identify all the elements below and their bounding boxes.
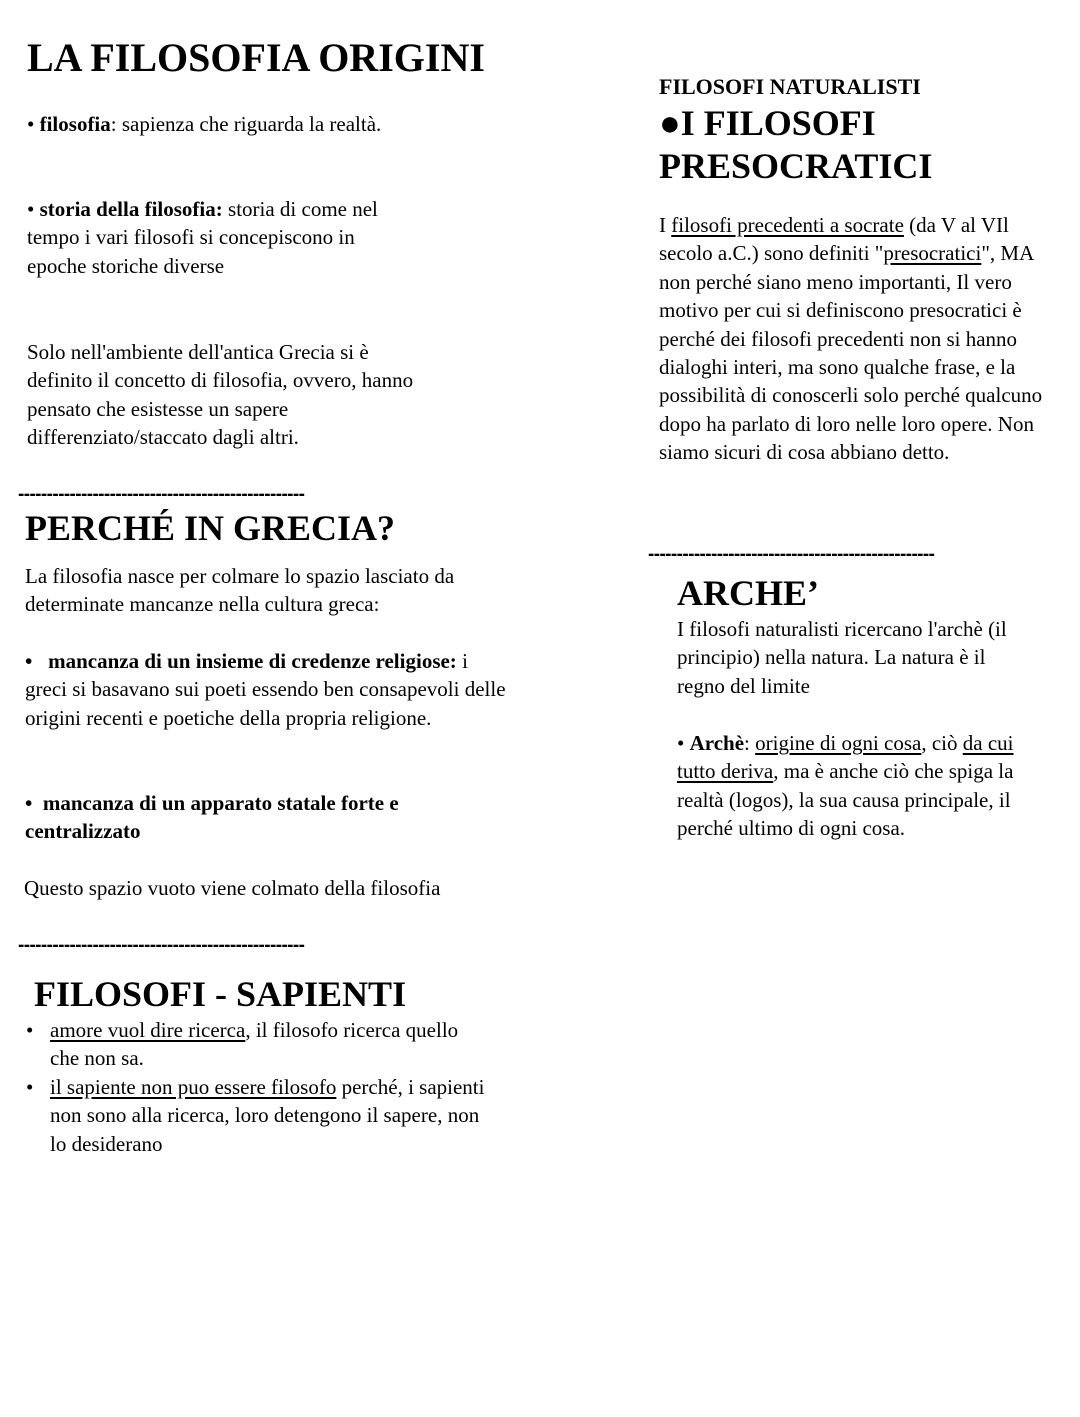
text: , ma è anche ciò che spiga la realtà (logos), la sua causa principale, il perché ultimo di ogni cosa. bbox=[677, 759, 1014, 841]
section-kicker: FILOSOFI NATURALISTI bbox=[659, 74, 921, 99]
page-title: LA FILOSOFIA ORIGINI bbox=[27, 35, 485, 80]
definition-text: : sapienza che riguarda la realtà. bbox=[110, 112, 382, 136]
section-title-presocratici-line2: PRESOCRATICI bbox=[659, 146, 933, 186]
text: ", MA non perché siano meno importanti, Il vero motivo per cui si definiscono presocratici è perché dei filosofi precedenti non si hanno dialoghi interi, ma sono qualche frase, e la possibilità di conoscerli solo perché qualcuno dopo ha parlato di loro nelle loro opere. Non siamo sicuri di cosa abbiano detto. bbox=[659, 241, 1043, 465]
paragraph-arche-intro: I filosofi naturalisti ricercano l'archè (il principio) nella natura. La natura è il regno del limite bbox=[677, 617, 1007, 698]
paragraph-grecia-antica: Solo nell'ambiente dell'antica Grecia si è definito il concetto di filosofia, ovvero, hanno pensato che esistesse un sapere differenziato/staccato dagli altri. bbox=[27, 340, 414, 450]
underlined-phrase: filosofi precedenti a socrate bbox=[671, 213, 904, 237]
term-apparato-statale: mancanza di un apparato statale forte e centralizzato bbox=[25, 791, 399, 844]
section-title-filosofi-sapienti: FILOSOFI - SAPIENTI bbox=[34, 974, 407, 1014]
section-title-presocratici-line1: ●I FILOSOFI bbox=[659, 103, 876, 143]
list-item bbox=[25, 1016, 485, 1073]
bullet-credenze-religiose bbox=[25, 647, 510, 732]
term-credenze-religiose: mancanza di un insieme di credenze religiose: bbox=[48, 649, 457, 673]
text: , ciò bbox=[921, 731, 963, 755]
definition-arche bbox=[677, 729, 1052, 843]
bullet: • bbox=[27, 197, 40, 221]
bullet-apparato-statale bbox=[25, 789, 415, 846]
section-title-arche: ARCHE’ bbox=[677, 573, 819, 613]
paragraph-intro-perche: La filosofia nasce per colmare lo spazio lasciato da determinate mancanze nella cultura greca: bbox=[25, 564, 455, 617]
underlined-phrase: da cui tutto deriva bbox=[677, 731, 1014, 784]
paragraph-presocratici bbox=[659, 211, 1059, 467]
list-item-text: , il filosofo ricerca quello che non sa. bbox=[50, 1018, 459, 1071]
text: I bbox=[659, 213, 672, 237]
sapienti-list bbox=[25, 1016, 485, 1158]
paragraph-conclusion: Questo spazio vuoto viene colmato della filosofia bbox=[24, 876, 441, 900]
underlined-phrase: presocratici bbox=[883, 241, 982, 266]
term-storia-filosofia: storia della filosofia: bbox=[39, 197, 223, 221]
dashed-separator: -------------------------------------------------- bbox=[18, 936, 305, 956]
underlined-phrase: origine di ogni cosa bbox=[755, 731, 922, 755]
text: : bbox=[744, 731, 756, 755]
term-filosofia: filosofia bbox=[39, 112, 111, 136]
underlined-phrase: il sapiente non puo essere filosofo bbox=[50, 1074, 337, 1099]
definition-filosofia bbox=[27, 110, 407, 138]
section-title-perche-grecia: PERCHÉ IN GRECIA? bbox=[25, 508, 396, 548]
bullet: • bbox=[25, 791, 43, 815]
list-item-text: perché, i sapienti non sono alla ricerca, loro detengono il sapere, non lo desiderano bbox=[50, 1074, 485, 1156]
text: (da V al VIl secolo a.C.) sono definiti " bbox=[659, 213, 1009, 266]
bullet: • bbox=[25, 649, 49, 673]
definition-storia-filosofia bbox=[27, 195, 417, 280]
dashed-separator: -------------------------------------------------- bbox=[18, 485, 305, 505]
bullet-text: i greci si basavano sui poeti essendo ben consapevoli delle origini recenti e poetiche della propria religione. bbox=[25, 649, 506, 730]
term-arche: Archè bbox=[689, 731, 745, 755]
underlined-phrase: amore vuol dire ricerca bbox=[50, 1018, 246, 1042]
dashed-separator: -------------------------------------------------- bbox=[648, 545, 935, 565]
definition-text: storia di come nel tempo i vari filosofi si concepiscono in epoche storiche diverse bbox=[27, 197, 378, 278]
bullet: • bbox=[677, 731, 690, 755]
bullet: • bbox=[27, 112, 40, 136]
list-item bbox=[25, 1073, 485, 1158]
